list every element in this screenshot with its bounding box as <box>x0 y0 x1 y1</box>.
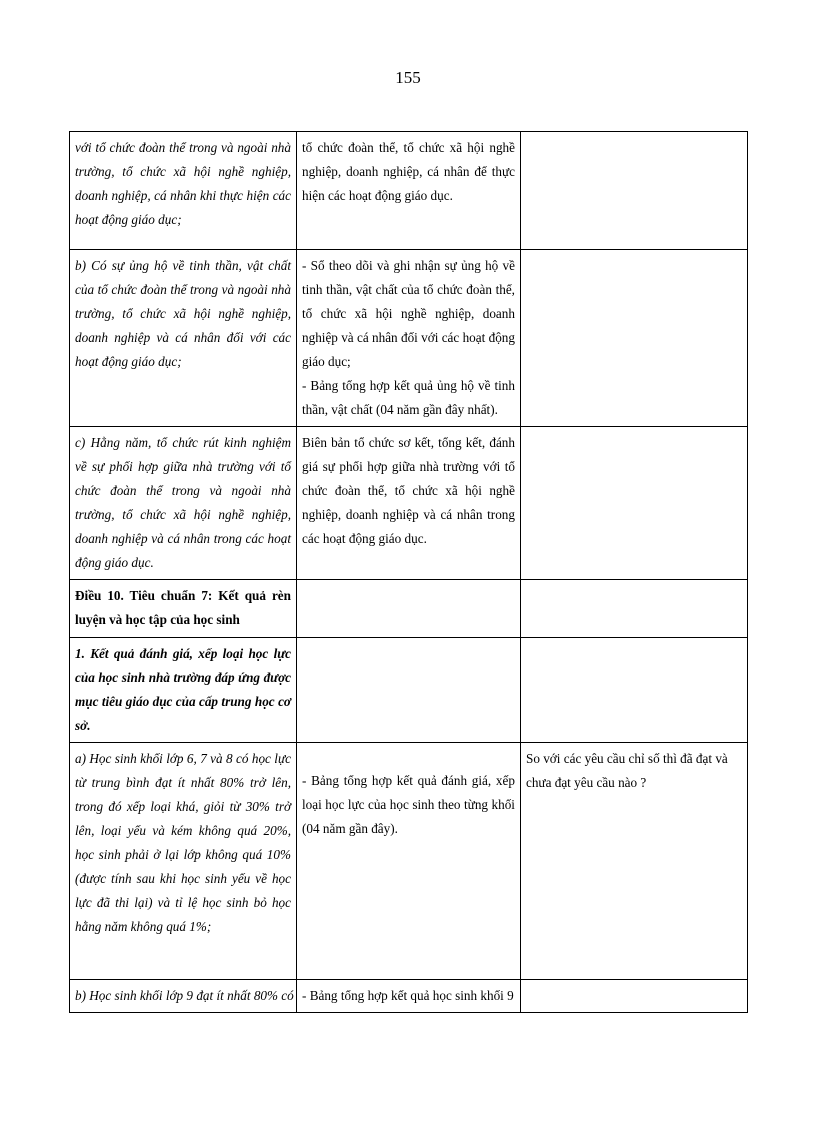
table-row <box>70 132 748 250</box>
evidence-item: - Bảng tổng hợp kết quả ủng hộ về tinh thần, vật chất (04 năm gần đây nhất). <box>302 378 515 417</box>
criterion-cell: với tổ chức đoàn thể trong và ngoài nhà trường, tổ chức xã hội nghề nghiệp, doanh nghiệp, cá nhân khi thực hiện các hoạt động giáo dục; <box>70 132 297 250</box>
evidence-item: - Sổ theo dõi và ghi nhận sự ủng hộ về tinh thần, vật chất của tổ chức đoàn thể, tổ chức xã hội nghề nghiệp, doanh nghiệp và cá nhân đối với các hoạt động giáo dục; <box>302 258 515 369</box>
section-heading-cell: Điều 10. Tiêu chuẩn 7: Kết quả rèn luyện và học tập của học sinh <box>70 580 297 638</box>
criteria-table <box>69 131 748 1013</box>
note-cell <box>520 427 747 580</box>
evidence-cell <box>297 638 521 743</box>
table-row <box>70 743 748 980</box>
note-cell <box>520 132 747 250</box>
evidence-cell: - Bảng tổng hợp kết quả đánh giá, xếp loại học lực của học sinh theo từng khối (04 năm gần đây). <box>297 743 521 980</box>
table-row <box>70 427 748 580</box>
table-row <box>70 638 748 743</box>
note-cell <box>520 250 747 427</box>
criterion-cell: b) Có sự ủng hộ về tinh thần, vật chất của tổ chức đoàn thể trong và ngoài nhà trường, tổ chức xã hội nghề nghiệp, doanh nghiệp và cá nhân đối với các hoạt động giáo dục; <box>70 250 297 427</box>
table-row <box>70 250 748 427</box>
evidence-cell: - Bảng tổng hợp kết quả học sinh khối 9 <box>297 980 521 1013</box>
criterion-cell: a) Học sinh khối lớp 6, 7 và 8 có học lực từ trung bình đạt ít nhất 80% trở lên, trong đó xếp loại khá, giỏi từ 30% trở lên, loại yếu và kém không quá 20%, học sinh phải ở lại lớp không quá 10% (được tính sau khi học sinh yếu về học lực đã thi lại) và tỉ lệ học sinh bỏ học hằng năm không quá 1%; <box>70 743 297 980</box>
criterion-cell: b) Học sinh khối lớp 9 đạt ít nhất 80% có <box>70 980 297 1013</box>
note-cell <box>520 638 747 743</box>
table-row <box>70 580 748 638</box>
note-cell: So với các yêu cầu chỉ số thì đã đạt và chưa đạt yêu cầu nào ? <box>520 743 747 980</box>
criterion-cell: c) Hằng năm, tổ chức rút kinh nghiệm về sự phối hợp giữa nhà trường với tổ chức đoàn thể trong và ngoài nhà trường, tổ chức xã hội nghề nghiệp, doanh nghiệp và cá nhân trong các hoạt động giáo dục. <box>70 427 297 580</box>
note-cell <box>520 580 747 638</box>
criterion-heading-cell: 1. Kết quả đánh giá, xếp loại học lực của học sinh nhà trường đáp ứng được mục tiêu giáo dục của cấp trung học cơ sở. <box>70 638 297 743</box>
evidence-cell <box>297 580 521 638</box>
note-cell <box>520 980 747 1013</box>
evidence-cell: Biên bản tổ chức sơ kết, tổng kết, đánh giá sự phối hợp giữa nhà trường với tổ chức đoàn thể, tổ chức xã hội nghề nghiệp, doanh nghiệp và cá nhân trong các hoạt động giáo dục. <box>297 427 521 580</box>
table-row <box>70 980 748 1013</box>
evidence-cell <box>297 250 521 427</box>
evidence-cell: tổ chức đoàn thể, tổ chức xã hội nghề nghiệp, doanh nghiệp, cá nhân để thực hiện các hoạt động giáo dục. <box>297 132 521 250</box>
page-number: 155 <box>395 68 421 87</box>
